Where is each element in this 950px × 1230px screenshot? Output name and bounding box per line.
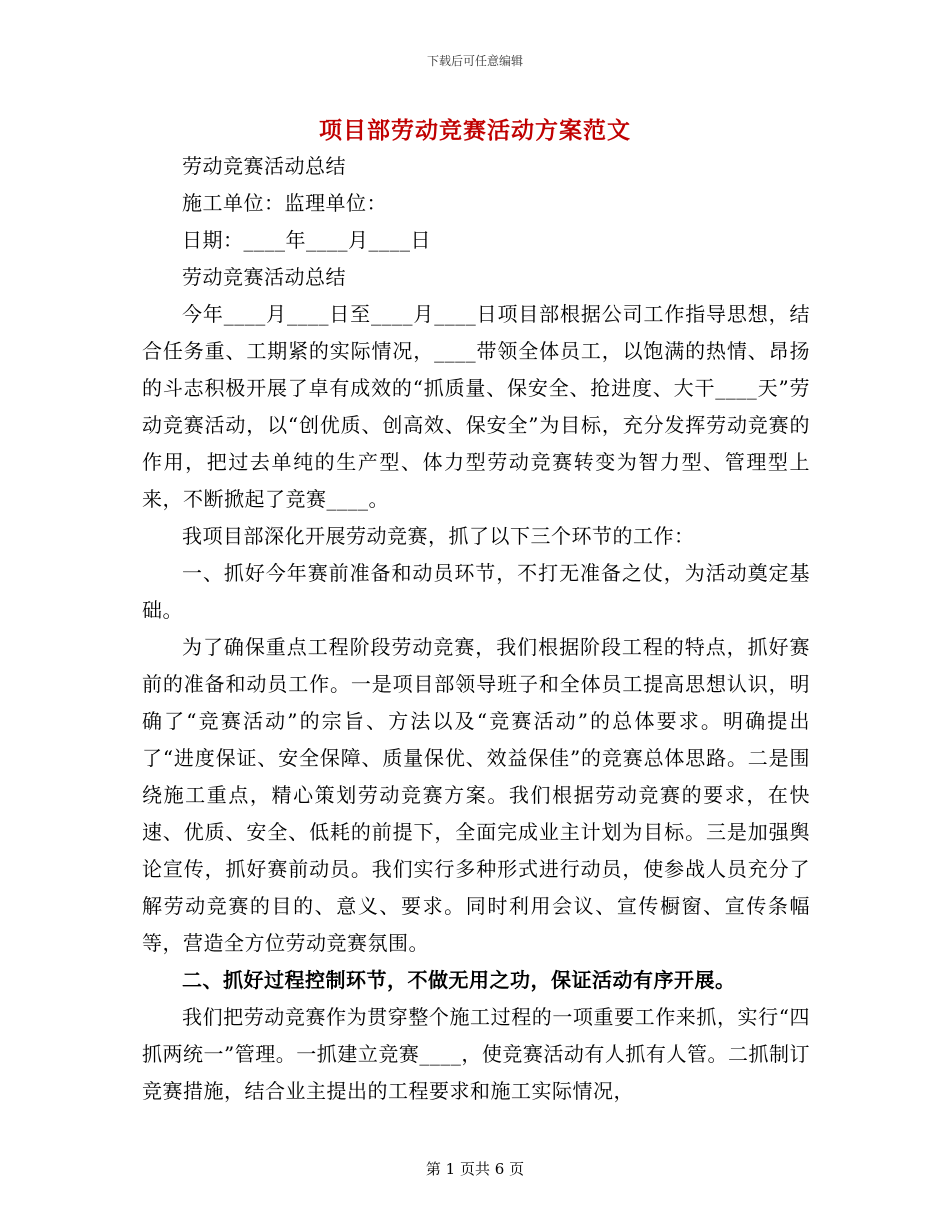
paragraph-intro: 今年____月____日至____月____日项目部根据公司工作指导思想，结合任务重、工期紧的实际情况，____带领全体员工，以饱满的热情、昂扬的斗志积极开展了卓有成效的“抓质量、保安全、抢进度、大干____天”劳动竞赛活动，以“创优质、创高效、保安全”为目标，充分发挥劳动竞赛的作用，把过去单纯的生产型、体力型劳动竞赛转变为智力型、管理型上来，不断掀起了竞赛____。 <box>142 302 810 511</box>
paragraph-section-two: 二、抓好过程控制环节，不做无用之功，保证活动有序开展。 <box>182 968 736 992</box>
paragraph-units: 施工单位：监理单位： <box>182 191 387 215</box>
document-title: 项目部劳动竞赛活动方案范文 <box>319 117 631 144</box>
paragraph-summary-heading-2: 劳动竞赛活动总结 <box>182 265 346 289</box>
paragraph-preparation: 为了确保重点工程阶段劳动竞赛，我们根据阶段工程的特点，抓好赛前的准备和动员工作。一是项目部领导班子和全体员工提高思想认识，明确了“竞赛活动”的宗旨、方法以及“竞赛活动”的总体要求。明确提出了“进度保证、安全保障、质量保优、效益保佳”的竞赛总体思路。二是围绕施工重点，精心策划劳动竞赛方案。我们根据劳动竞赛的要求，在快速、优质、安全、低耗的前提下，全面完成业主计划为目标。三是加强舆论宣传，抓好赛前动员。我们实行多种形式进行动员，使参战人员充分了解劳动竞赛的目的、意义、要求。同时利用会议、宣传橱窗、宣传条幅等，营造全方位劳动竞赛氛围。 <box>142 635 810 955</box>
paragraph-three-links: 我项目部深化开展劳动竞赛，抓了以下三个环节的工作： <box>182 524 695 548</box>
paragraph-process-control: 我们把劳动竞赛作为贯穿整个施工过程的一项重要工作来抓，实行“四抓两统一”管理。一抓建立竞赛____，使竞赛活动有人抓有人管。二抓制订竞赛措施，结合业主提出的工程要求和施工实际情况， <box>142 1005 810 1103</box>
paragraph-date: 日期：____年____月____日 <box>182 228 431 252</box>
header-note: 下载后可任意编辑 <box>426 54 523 68</box>
document-body <box>142 148 810 1110</box>
paragraph-section-one: 一、抓好今年赛前准备和动员环节，不打无准备之仗，为活动奠定基础。 <box>142 561 810 622</box>
page-footer: 第 1 页共 6 页 <box>425 1160 525 1178</box>
paragraph-summary-heading: 劳动竞赛活动总结 <box>182 154 346 178</box>
